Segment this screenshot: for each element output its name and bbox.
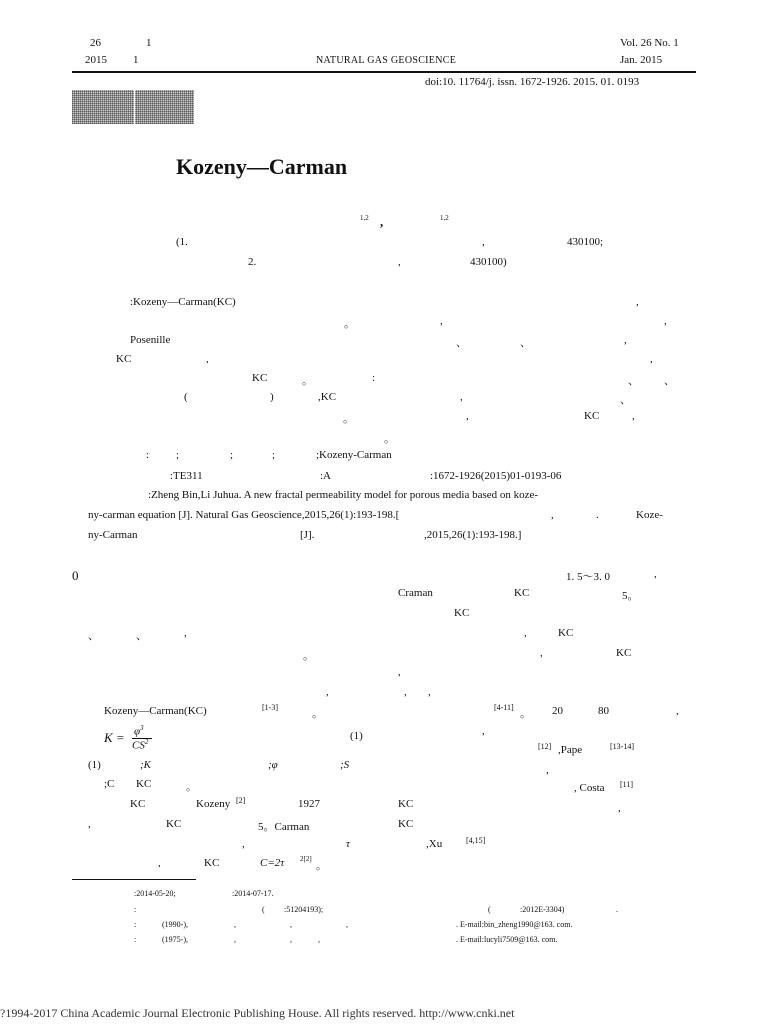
footnote-rule bbox=[72, 879, 196, 880]
keywords-sep-3: ; bbox=[272, 449, 276, 461]
abstract-line-3-c: 、 bbox=[520, 337, 531, 349]
section-heading-0: 0 bbox=[72, 568, 79, 583]
copyright-footer: ?1994-2017 China Academic Journal Electronic Publishing House. All rights reserved. http://www.cnki.net bbox=[0, 1006, 515, 1020]
abstract-line-5-a: KC bbox=[252, 372, 268, 384]
document-code: :A bbox=[320, 470, 331, 482]
right-line-14-kc: KC bbox=[398, 798, 414, 810]
hist-line-2-b: KC bbox=[166, 818, 182, 830]
clc-number: :TE311 bbox=[170, 470, 203, 482]
equation-number: (1) bbox=[350, 730, 363, 742]
right-line-9: , bbox=[482, 725, 485, 737]
right-line-8-b: 。 bbox=[520, 708, 531, 720]
left-p5-a: Kozeny—Carman(KC) bbox=[104, 705, 207, 717]
citation-line-2: ny-carman equation [J]. Natural Gas Geoscience,2015,26(1):193-198.[ bbox=[88, 509, 400, 521]
hist-line-1-b: Kozeny bbox=[196, 798, 231, 810]
left-p3: , bbox=[326, 686, 329, 698]
right-line-4-a: , bbox=[524, 627, 527, 639]
right-line-13: , bbox=[618, 802, 621, 814]
keywords-sep-2: ; bbox=[230, 449, 234, 461]
footnote-author1-sep-3: , bbox=[346, 920, 348, 929]
author-affil-sup-2: 1,2 bbox=[440, 214, 449, 222]
author-separator: , bbox=[380, 214, 384, 229]
abstract-line-6-e: 、 bbox=[620, 394, 631, 406]
def-line-2-c: 。 bbox=[186, 781, 197, 793]
abstract-line-4-b: , bbox=[206, 353, 209, 365]
left-p1-c: , bbox=[184, 627, 187, 639]
right-line-7: , bbox=[404, 686, 407, 698]
equation-numerator: $\varphi^3$ bbox=[134, 724, 144, 738]
right-line-12-cite: [11] bbox=[620, 780, 634, 789]
footnote-revised: :2014-07-17. bbox=[232, 889, 274, 898]
right-line-10-cite-1: [12] bbox=[538, 742, 552, 751]
footnote-author2-born: (1975-), bbox=[162, 935, 188, 944]
citation-line-2-b: , bbox=[551, 509, 554, 521]
right-line-15-cite: [4,15] bbox=[466, 836, 486, 845]
footnote-author1-sep-1: , bbox=[234, 920, 236, 929]
hist-line-4-c: C=2τ bbox=[260, 857, 285, 869]
abstract-line-7-c: KC bbox=[584, 410, 600, 422]
hist-line-3-a: , bbox=[242, 838, 245, 850]
header-month: 1 bbox=[133, 54, 139, 66]
left-p4: , bbox=[428, 686, 431, 698]
abstract-line-2-c: , bbox=[664, 315, 667, 327]
affiliation-1-label: (1. bbox=[176, 236, 188, 248]
abstract-line-6-d: , bbox=[460, 391, 463, 403]
footnote-author2-label: : bbox=[134, 935, 137, 944]
right-line-2-c: 5。 bbox=[622, 590, 639, 602]
right-line-6: , bbox=[398, 666, 401, 678]
abstract-line-6-c: ,KC bbox=[318, 391, 337, 403]
affiliation-2-comma: , bbox=[398, 256, 401, 268]
footnote-fund-end: . bbox=[616, 905, 618, 914]
footnote-author2-sep-3: , bbox=[318, 935, 320, 944]
header-vol-en: Vol. 26 No. 1 bbox=[620, 37, 679, 49]
hist-line-1-year: 1927 bbox=[298, 798, 320, 810]
hist-line-1-a: KC bbox=[130, 798, 146, 810]
right-line-1-b: , bbox=[654, 568, 657, 580]
left-p1-a: 、 bbox=[88, 630, 99, 642]
right-line-14b-kc: KC bbox=[398, 818, 414, 830]
right-line-4-b: KC bbox=[558, 627, 574, 639]
article-stamp-image bbox=[72, 90, 194, 124]
hist-line-3-tau: τ bbox=[346, 838, 350, 850]
right-line-1-a: 1. 5～3. 0 bbox=[566, 571, 610, 583]
right-line-2-a: Craman bbox=[398, 587, 433, 599]
abstract-line-7-a: 。 bbox=[343, 413, 354, 425]
hist-line-2-a: , bbox=[88, 818, 91, 830]
footnote-author1-sep-2: , bbox=[290, 920, 292, 929]
abstract-line-2-a: 。 bbox=[344, 318, 355, 330]
footnote-received: :2014-05-20; bbox=[134, 889, 176, 898]
right-line-10-b: ,Pape bbox=[558, 744, 583, 756]
article-title: Kozeny—Carman bbox=[176, 154, 348, 179]
hist-line-2-c: 5。Carman bbox=[258, 821, 310, 833]
equation-denominator: $CS^2$ bbox=[132, 738, 149, 752]
abstract-line-3-a: Posenille bbox=[130, 334, 171, 346]
hist-line-4-b: KC bbox=[204, 857, 220, 869]
hist-line-1-cite: [2] bbox=[236, 796, 246, 805]
def-line-1-b: ;K bbox=[140, 759, 151, 771]
abstract-line-6-b: ) bbox=[270, 391, 274, 403]
right-line-8-cite: [4-11] bbox=[494, 703, 514, 712]
journal-name-en: NATURAL GAS GEOSCIENCE bbox=[316, 55, 457, 66]
abstract-line-6-a: ( bbox=[184, 391, 188, 403]
header-date-en: Jan. 2015 bbox=[620, 54, 663, 66]
footnote-fund-2: :2012E-3304) bbox=[520, 905, 565, 914]
right-line-8-c: 20 bbox=[552, 705, 563, 717]
def-line-1-a: (1) bbox=[88, 759, 101, 771]
citation-line-3-c: ,2015,26(1):193-198.] bbox=[424, 529, 522, 541]
doi: doi:10. 11764/j. issn. 1672-1926. 2015. 01. 0193 bbox=[425, 76, 640, 88]
affiliation-2-label: 2. bbox=[248, 256, 257, 268]
right-line-2-b: KC bbox=[514, 587, 530, 599]
left-p5-end: 。 bbox=[312, 708, 323, 720]
right-line-15-a: ,Xu bbox=[426, 838, 443, 850]
abstract-line-8: 。 bbox=[384, 433, 395, 445]
keywords-sep-1: ; bbox=[176, 449, 180, 461]
hist-line-4-sup: 2[2] bbox=[300, 855, 312, 863]
abstract-line-5-c: : bbox=[372, 372, 376, 384]
left-p1-b: 、 bbox=[136, 630, 147, 642]
right-line-8-d: 80 bbox=[598, 705, 609, 717]
abstract-line-1: :Kozeny—Carman(KC) bbox=[130, 296, 236, 308]
footnote-author2-email: . E-mail:lucyli7509@163. com. bbox=[456, 935, 558, 944]
equation-lhs: K = bbox=[104, 730, 125, 745]
right-line-12-a: , Costa bbox=[574, 782, 605, 794]
header-volume: 26 bbox=[90, 37, 101, 49]
footnote-fund-1-open: ( bbox=[262, 905, 265, 914]
right-line-10-cite-2: [13-14] bbox=[610, 742, 634, 751]
right-line-5-a: , bbox=[540, 647, 543, 659]
footnote-fund-2-open: ( bbox=[488, 905, 491, 914]
citation-line-1: :Zheng Bin,Li Juhua. A new fractal permeability model for porous media based on koze- bbox=[148, 489, 539, 501]
header-number: 1 bbox=[146, 37, 152, 49]
left-p5-cite: [1-3] bbox=[262, 703, 278, 712]
right-line-5-b: KC bbox=[616, 647, 632, 659]
abstract-line-5-e: 、 bbox=[664, 375, 675, 387]
def-line-1-c: ;φ bbox=[268, 759, 278, 771]
keywords-last: ;Kozeny-Carman bbox=[316, 449, 392, 461]
footnote-fund-1: :51204193); bbox=[284, 905, 324, 914]
right-line-8-e: , bbox=[676, 705, 679, 717]
right-line-3: KC bbox=[454, 607, 470, 619]
abstract-line-3-b: 、 bbox=[456, 337, 467, 349]
abstract-line-4-c: , bbox=[650, 353, 653, 365]
def-line-1-d: ;S bbox=[340, 759, 350, 771]
affiliation-1-postcode: 430100; bbox=[567, 236, 604, 248]
citation-line-2-d: Koze- bbox=[636, 509, 663, 521]
footnote-author2-sep-2: , bbox=[290, 935, 292, 944]
footnote-author1-email: . E-mail:bin_zheng1990@163. com. bbox=[456, 920, 573, 929]
left-p2: 。 bbox=[303, 650, 314, 662]
citation-line-2-c: . bbox=[596, 509, 599, 521]
abstract-line-4-a: KC bbox=[116, 353, 132, 365]
def-line-2-b: KC bbox=[136, 778, 152, 790]
citation-line-3-b: [J]. bbox=[300, 529, 315, 541]
abstract-line-5-b: 。 bbox=[302, 375, 313, 387]
author-affil-sup-1: 1,2 bbox=[360, 214, 369, 222]
hist-line-4-a: , bbox=[158, 857, 161, 869]
header-year: 2015 bbox=[85, 54, 107, 66]
footnote-author2-sep-1: , bbox=[234, 935, 236, 944]
affiliation-2-postcode: 430100) bbox=[470, 256, 507, 268]
abstract-line-3-d: , bbox=[624, 334, 627, 346]
header-rule bbox=[72, 71, 696, 73]
abstract-line-5-d: 、 bbox=[628, 375, 639, 387]
abstract-line-7-b: , bbox=[466, 410, 469, 422]
abstract-line-7-d: , bbox=[632, 410, 635, 422]
def-line-2-a: ;C bbox=[104, 778, 115, 790]
abstract-line-2-b: , bbox=[440, 315, 443, 327]
footnote-author1-born: (1990-), bbox=[162, 920, 188, 929]
keywords-label: : bbox=[146, 449, 150, 461]
affiliation-1-comma: , bbox=[482, 236, 485, 248]
citation-line-3: ny-Carman bbox=[88, 529, 138, 541]
footnote-fund-label: : bbox=[134, 905, 137, 914]
abstract-line-1-end: , bbox=[636, 296, 639, 308]
footnote-author1-label: : bbox=[134, 920, 137, 929]
article-id: :1672-1926(2015)01-0193-06 bbox=[430, 470, 562, 482]
right-line-11: , bbox=[546, 764, 549, 776]
hist-line-4-end: 。 bbox=[316, 860, 327, 872]
